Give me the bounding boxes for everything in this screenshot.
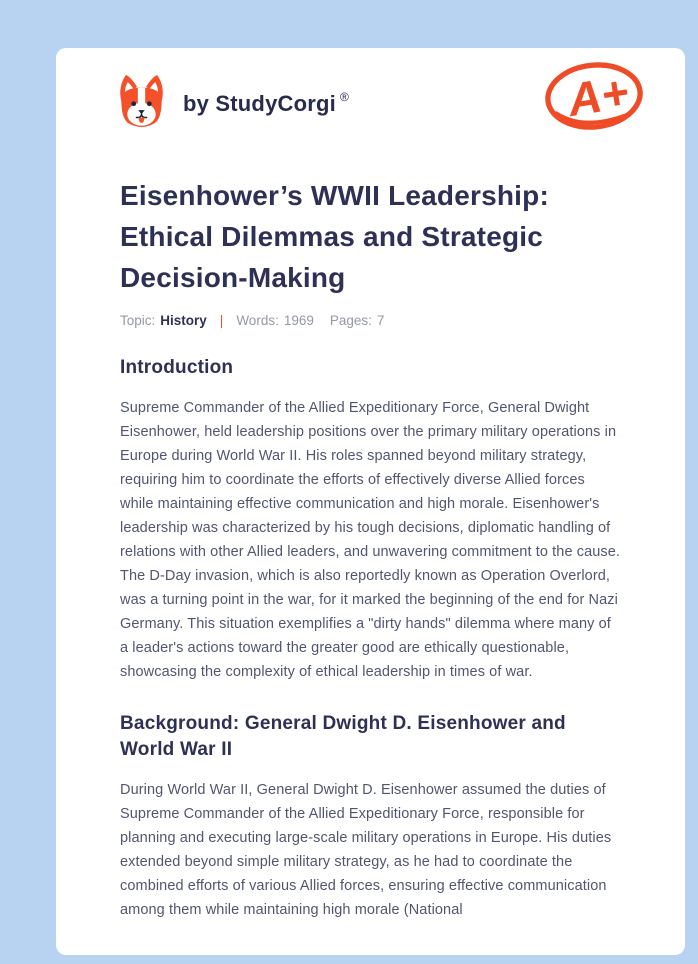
words-value: 1969 — [283, 313, 314, 328]
brand — [114, 73, 349, 133]
corgi-icon — [114, 73, 169, 133]
pages-label: Pages: — [329, 313, 372, 328]
topic-label: Topic: — [120, 313, 156, 328]
document-card — [56, 48, 685, 955]
section-heading-background: Background: General Dwight D. Eisenhower and World War II — [120, 713, 566, 760]
essay-title: Eisenhower’s WWII Leadership: Ethical Dilemmas and Strategic Decision-Making — [120, 180, 549, 293]
pages-value: 7 — [376, 313, 385, 328]
essay-meta — [120, 313, 621, 328]
grade-text: A+ — [564, 64, 632, 126]
topic-link[interactable]: History — [160, 313, 207, 328]
section-body-background: During World War II, General Dwight D. Eisenhower assumed the duties of Supreme Commander of the Allied Expeditionary Force, responsible for planning and executing large-scale military operations in Europe. His duties extended beyond simple military strategy, as he had to coordinate the combined efforts of various Allied forces, ensuring effective communication among them while maintaining high morale (National — [120, 782, 612, 918]
section-heading-introduction: Introduction — [120, 357, 234, 378]
document-header — [120, 64, 632, 131]
words-label: Words: — [236, 313, 279, 328]
section-body-introduction: Supreme Commander of the Allied Expeditionary Force, General Dwight Eisenhower, held leadership positions over the primary military operations in Europe during World War II. His roles spanned beyond military strategy, requiring him to coordinate the efforts of effectively diverse Allied forces while maintaining effective communication and high morale. Eisenhower's leadership was characterized by his tough decisions, diplomatic handling of relations with other Allied leaders, and unwavering commitment to the cause. The D-Day invasion, which is also reportedly known as Operation Overlord, was a turning point in the war, for it marked the beginning of the end for Nazi Germany. This situation exemplifies a "dirty hands" dilemma where many of a leader's actions toward the greater good are ethically questionable, showcasing the complexity of ethical leadership in times of war. — [120, 400, 621, 680]
pages-count — [330, 313, 385, 328]
registered-trademark: ® — [339, 89, 349, 104]
meta-separator: | — [219, 313, 224, 328]
a-plus-stamp-icon — [541, 57, 647, 142]
brand-name: by StudyCorgi ® — [183, 89, 349, 116]
words-count — [236, 313, 314, 328]
